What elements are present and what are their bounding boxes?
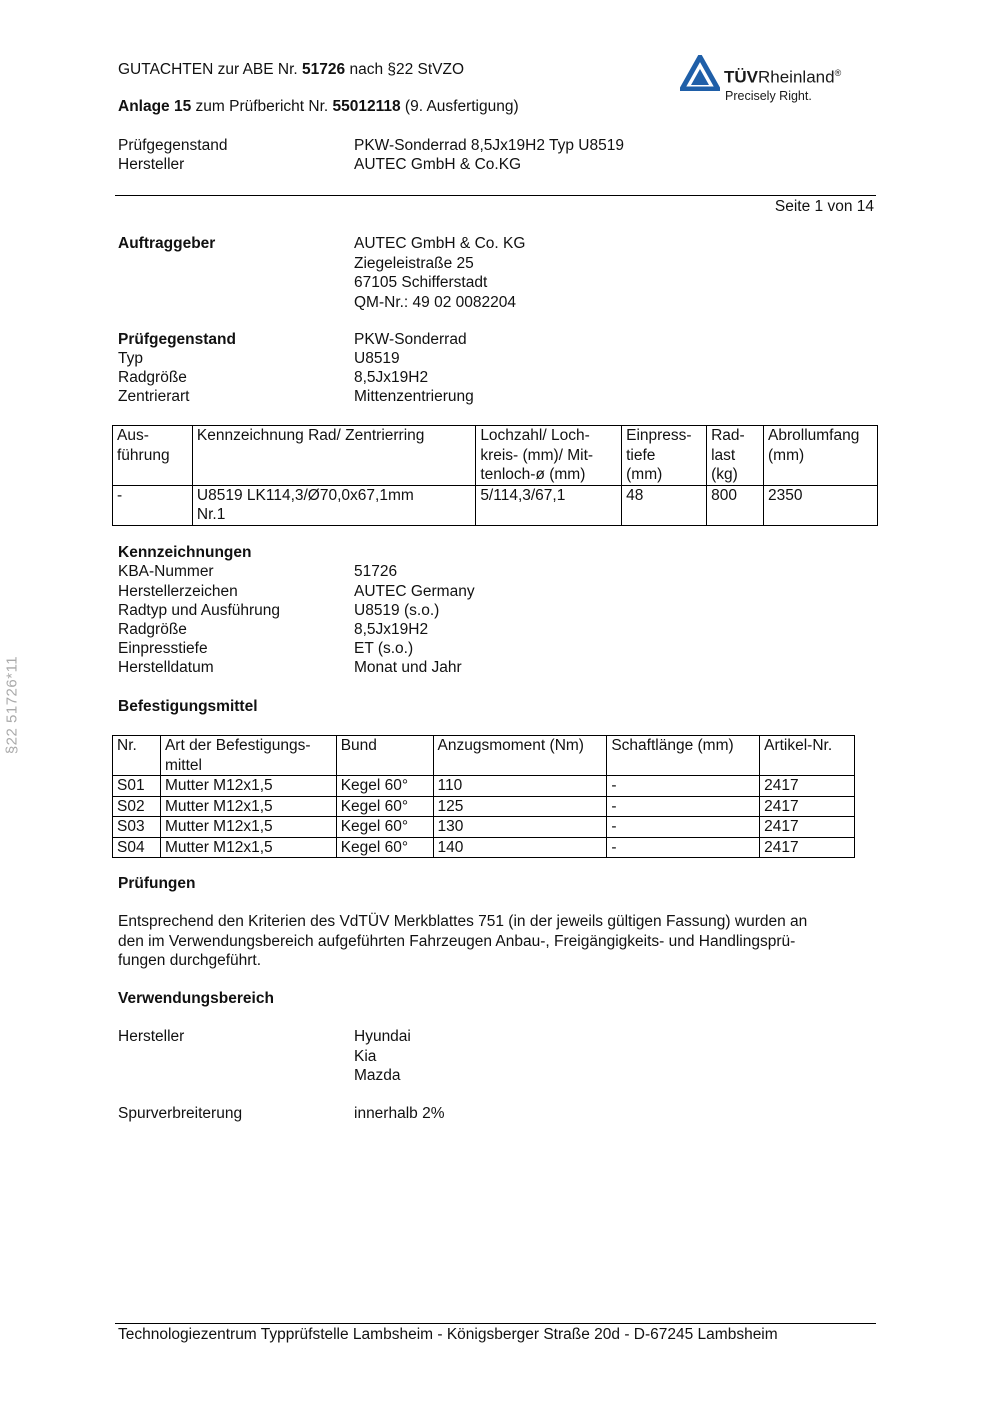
type-value: U8519: [354, 350, 400, 367]
table-cell: 140: [433, 837, 607, 858]
table-cell: S01: [113, 776, 161, 797]
subject-value: PKW-Sonderrad 8,5Jx19H2 Typ U8519: [354, 137, 624, 154]
side-stamp: §22 51726*11: [3, 655, 21, 755]
table-cell: U8519 LK114,3/Ø70,0x67,1mm Nr.1: [192, 485, 475, 525]
header-divider: [115, 195, 876, 196]
fasteners-heading: Befestigungsmittel: [118, 698, 258, 715]
table-cell: -: [607, 817, 760, 838]
list-item: Mazda: [354, 1067, 401, 1084]
client-address: AUTEC GmbH & Co. KG Ziegeleistraße 25 67105 Schifferstadt QM-Nr.: 49 02 0082204: [354, 235, 526, 311]
annex-line: Anlage 15 zum Prüfbericht Nr. 55012118 (9. Ausfertigung): [118, 98, 519, 115]
header-cell: Einpress- tiefe (mm): [622, 426, 707, 486]
table-cell: Kegel 60°: [336, 796, 433, 817]
header-cell: Aus- führung: [113, 426, 193, 486]
test-object-heading: Prüfgegenstand: [118, 331, 236, 348]
header-cell: Rad- last (kg): [707, 426, 764, 486]
header-cell: Artikel-Nr.: [760, 736, 855, 776]
table-row: [113, 796, 855, 817]
wheel-type-label: Radtyp und Ausführung: [118, 602, 281, 619]
header-cell: Nr.: [113, 736, 161, 776]
wheel-size-label: Radgröße: [118, 369, 187, 386]
usage-makers: [354, 1027, 411, 1086]
production-date-value: Monat und Jahr: [354, 659, 462, 676]
wheel-type-value: U8519 (s.o.): [354, 602, 440, 619]
marking-size-label: Radgröße: [118, 621, 187, 638]
wheel-table: [112, 425, 878, 526]
table-row: [113, 485, 878, 525]
table-cell: 2417: [760, 817, 855, 838]
header-cell: Schaftlänge (mm): [607, 736, 760, 776]
fasteners-table-header: [113, 736, 855, 776]
table-cell: 130: [433, 817, 607, 838]
table-cell: 125: [433, 796, 607, 817]
table-cell: -: [113, 485, 193, 525]
wheel-table-header: [113, 426, 878, 486]
kba-label: KBA-Nummer: [118, 563, 214, 580]
header-cell: Anzugsmoment (Nm): [433, 736, 607, 776]
tests-paragraph: Entsprechend den Kriterien des VdTÜV Merkblattes 751 (in der jeweils gültigen Fassung) wurden an den im Verwendungsbereich aufgeführten Fahrzeugen Anbau-, Freigängigkeits- und Handlingsprü- fungen durchgeführt.: [118, 913, 808, 969]
header-cell: Bund: [336, 736, 433, 776]
footer-divider: [115, 1323, 876, 1324]
table-cell: S02: [113, 796, 161, 817]
table-cell: Mutter M12x1,5: [160, 796, 336, 817]
offset-value: ET (s.o.): [354, 640, 414, 657]
table-cell: Kegel 60°: [336, 837, 433, 858]
table-cell: 110: [433, 776, 607, 797]
production-date-label: Herstelldatum: [118, 659, 214, 676]
track-label: Spurverbreiterung: [118, 1105, 243, 1122]
tuv-logo: [680, 55, 870, 105]
kba-value: 51726: [354, 563, 398, 580]
table-cell: Mutter M12x1,5: [160, 776, 336, 797]
table-row: [113, 817, 855, 838]
subject-label: Prüfgegenstand: [118, 137, 228, 154]
table-cell: -: [607, 837, 760, 858]
table-cell: 2417: [760, 837, 855, 858]
manufacturer-mark-label: Herstellerzeichen: [118, 583, 238, 600]
page-number: Seite 1 von 14: [774, 198, 874, 215]
logo-brand: TÜVRheinland®: [724, 67, 842, 87]
logo-tagline: Precisely Right.: [725, 89, 812, 103]
table-row: [113, 776, 855, 797]
table-cell: 2417: [760, 796, 855, 817]
manufacturer-mark-value: AUTEC Germany: [354, 583, 475, 600]
table-cell: 5/114,3/67,1: [476, 485, 622, 525]
header-cell: Kennzeichnung Rad/ Zentrierring: [192, 426, 475, 486]
markings-heading: Kennzeichnungen: [118, 544, 252, 561]
usage-maker-label: Hersteller: [118, 1028, 185, 1045]
header-cell: Lochzahl/ Loch- kreis- (mm)/ Mit- tenloch-ø (mm): [476, 426, 622, 486]
list-item: Hyundai: [354, 1028, 411, 1045]
table-row: [113, 837, 855, 858]
table-cell: 2417: [760, 776, 855, 797]
table-cell: Mutter M12x1,5: [160, 817, 336, 838]
table-cell: 2350: [764, 485, 878, 525]
footer-address: Technologiezentrum Typprüfstelle Lambsheim - Königsberger Straße 20d - D-67245 Lambsheim: [118, 1326, 778, 1343]
usage-heading: Verwendungsbereich: [118, 990, 274, 1007]
test-object-value: PKW-Sonderrad: [354, 331, 467, 348]
table-cell: S03: [113, 817, 161, 838]
tests-heading: Prüfungen: [118, 875, 196, 892]
table-cell: Kegel 60°: [336, 776, 433, 797]
header-cell: Art der Befestigungs- mittel: [160, 736, 336, 776]
type-label: Typ: [118, 350, 143, 367]
header-cell: Abrollumfang (mm): [764, 426, 878, 486]
centering-label: Zentrierart: [118, 388, 190, 405]
wheel-size-value: 8,5Jx19H2: [354, 369, 429, 386]
fasteners-table: [112, 735, 855, 858]
maker-value: AUTEC GmbH & Co.KG: [354, 156, 522, 173]
table-cell: Kegel 60°: [336, 817, 433, 838]
table-cell: -: [607, 796, 760, 817]
centering-value: Mittenzentrierung: [354, 388, 474, 405]
maker-label: Hersteller: [118, 156, 185, 173]
table-cell: 800: [707, 485, 764, 525]
list-item: Kia: [354, 1047, 377, 1065]
report-title: GUTACHTEN zur ABE Nr. 51726 nach §22 StVZO: [118, 61, 465, 78]
table-cell: S04: [113, 837, 161, 858]
tuv-triangle-icon: [680, 55, 720, 91]
client-label: Auftraggeber: [118, 235, 216, 252]
track-value: innerhalb 2%: [354, 1105, 445, 1122]
table-cell: 48: [622, 485, 707, 525]
table-cell: -: [607, 776, 760, 797]
table-cell: Mutter M12x1,5: [160, 837, 336, 858]
marking-size-value: 8,5Jx19H2: [354, 621, 429, 638]
offset-label: Einpresstiefe: [118, 640, 208, 657]
